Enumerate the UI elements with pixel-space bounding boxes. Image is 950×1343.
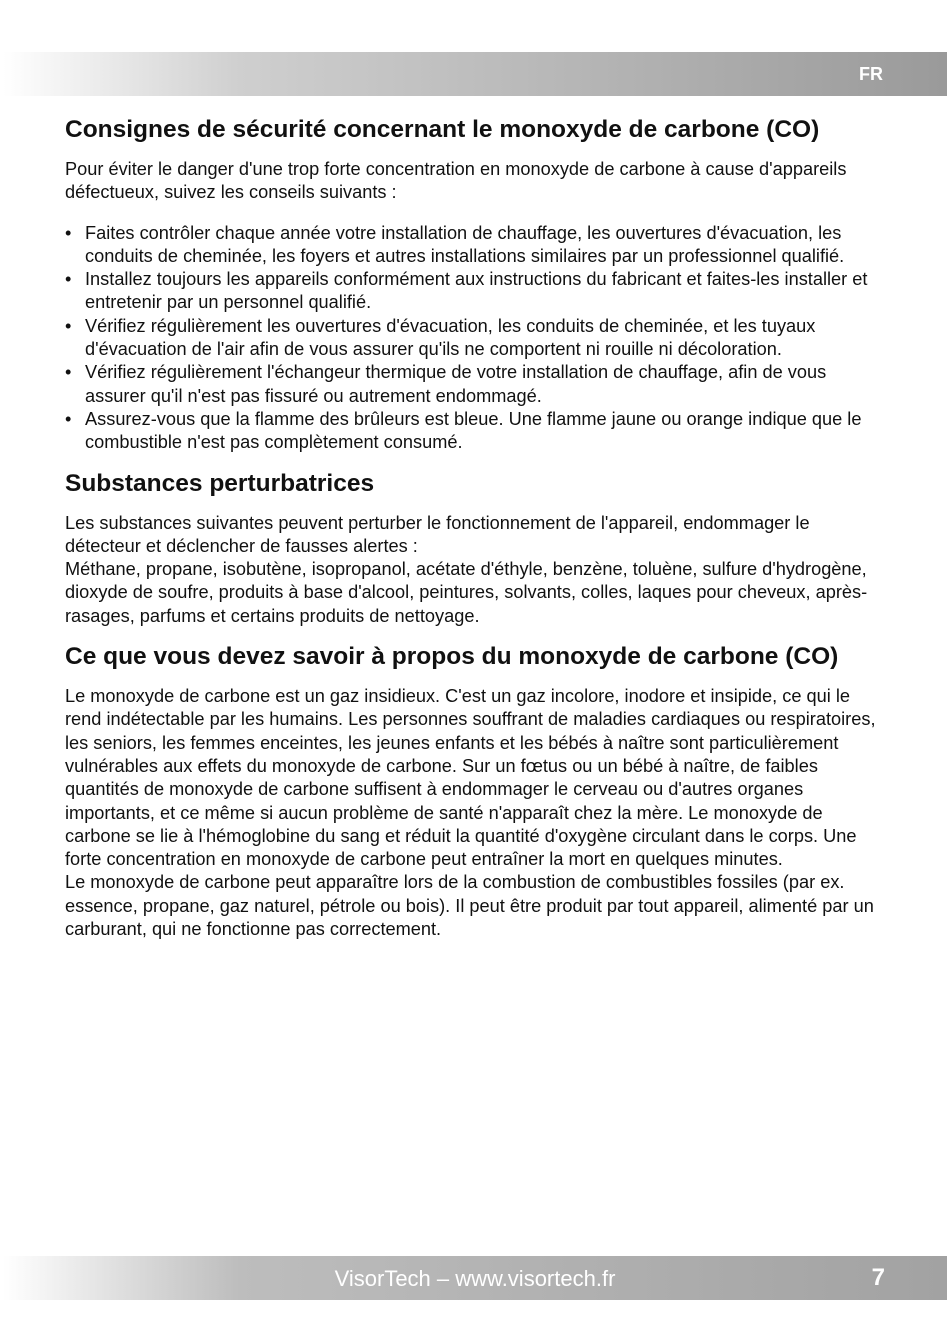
list-item: • Assurez-vous que la flamme des brûleurs est bleue. Une flamme jaune ou orange indique que le combustible n'est pas complètement consumé. xyxy=(65,408,885,455)
footer-brand-url: VisorTech – www.visortech.fr xyxy=(334,1266,616,1291)
section-interfering-substances xyxy=(65,468,885,628)
header-bar xyxy=(3,52,947,96)
safety-bullet-list xyxy=(65,222,885,455)
list-item: • Installez toujours les appareils conformément aux instructions du fabricant et faites-les installer et entretenir par un personnel qualifié. xyxy=(65,268,885,315)
paragraph: Le monoxyde de carbone peut apparaître lors de la combustion de combustibles fossiles (par ex. essence, propane, gaz naturel, pétrole ou bois). Il peut être produit par tout appareil, alimenté par un carburant, qui ne fonctionne pas correctement. xyxy=(65,872,874,940)
page-number: 7 xyxy=(871,1264,885,1291)
section-co-safety xyxy=(65,114,885,455)
section-title: Substances perturbatrices xyxy=(65,469,375,497)
page-content xyxy=(65,114,885,941)
list-item: • Vérifiez régulièrement les ouvertures d'évacuation, les conduits de cheminée, et les tuyaux d'évacuation de l'air afin de vous assurer qu'ils ne comportent ni rouille ni décoloration. xyxy=(65,315,885,362)
footer-bar xyxy=(3,1256,947,1300)
section-intro: Pour éviter le danger d'une trop forte concentration en monoxyde de carbone à cause d'appareils défectueux, suivez les conseils suivants : xyxy=(65,159,847,203)
list-item: • Faites contrôler chaque année votre installation de chauffage, les ouvertures d'évacuation, les conduits de cheminée, les foyers et autres installations similaires par un professionnel qualifié. xyxy=(65,222,885,269)
paragraph: Le monoxyde de carbone est un gaz insidieux. C'est un gaz incolore, inodore et insipide, ce qui le rend indétectable par les humains. Les personnes souffrant de maladies cardiaques ou respiratoires, les seniors, les femmes enceintes, les jeunes enfants et les bébés à naître sont particulièrement vulnérables aux effets du monoxyde de carbone. Sur un fœtus ou un bébé à naître, de faibles quantités de monoxyde de carbone suffisent à endommager le cerveau ou d'autres organes importants, et ce même si aucun problème de santé n'apparaît chez la mère. Le monoxyde de carbone se lie à l'hémoglobine du sang et réduit la quantité d'oxygène circulant dans le corps. Une forte concentration en monoxyde de carbone peut entraîner la mort en quelques minutes. xyxy=(65,686,876,870)
section-title: Ce que vous devez savoir à propos du monoxyde de carbone (CO) xyxy=(65,643,839,671)
section-title: Consignes de sécurité concernant le monoxyde de carbone (CO) xyxy=(65,116,820,143)
section-co-facts xyxy=(65,641,885,941)
list-item: • Vérifiez régulièrement l'échangeur thermique de votre installation de chauffage, afin de vous assurer qu'il n'est pas fissuré ou autrement endommagé. xyxy=(65,361,885,408)
language-label: FR xyxy=(859,64,883,84)
paragraph: Méthane, propane, isobutène, isopropanol, acétate d'éthyle, benzène, toluène, sulfure d'hydrogène, dioxyde de soufre, produits à base d'alcool, peintures, solvants, colles, laques pour cheveux, après-rasages, parfums et certains produits de nettoyage. xyxy=(65,559,868,626)
paragraph: Les substances suivantes peuvent perturber le fonctionnement de l'appareil, endommager le détecteur et déclencher de fausses alertes : xyxy=(65,512,810,556)
